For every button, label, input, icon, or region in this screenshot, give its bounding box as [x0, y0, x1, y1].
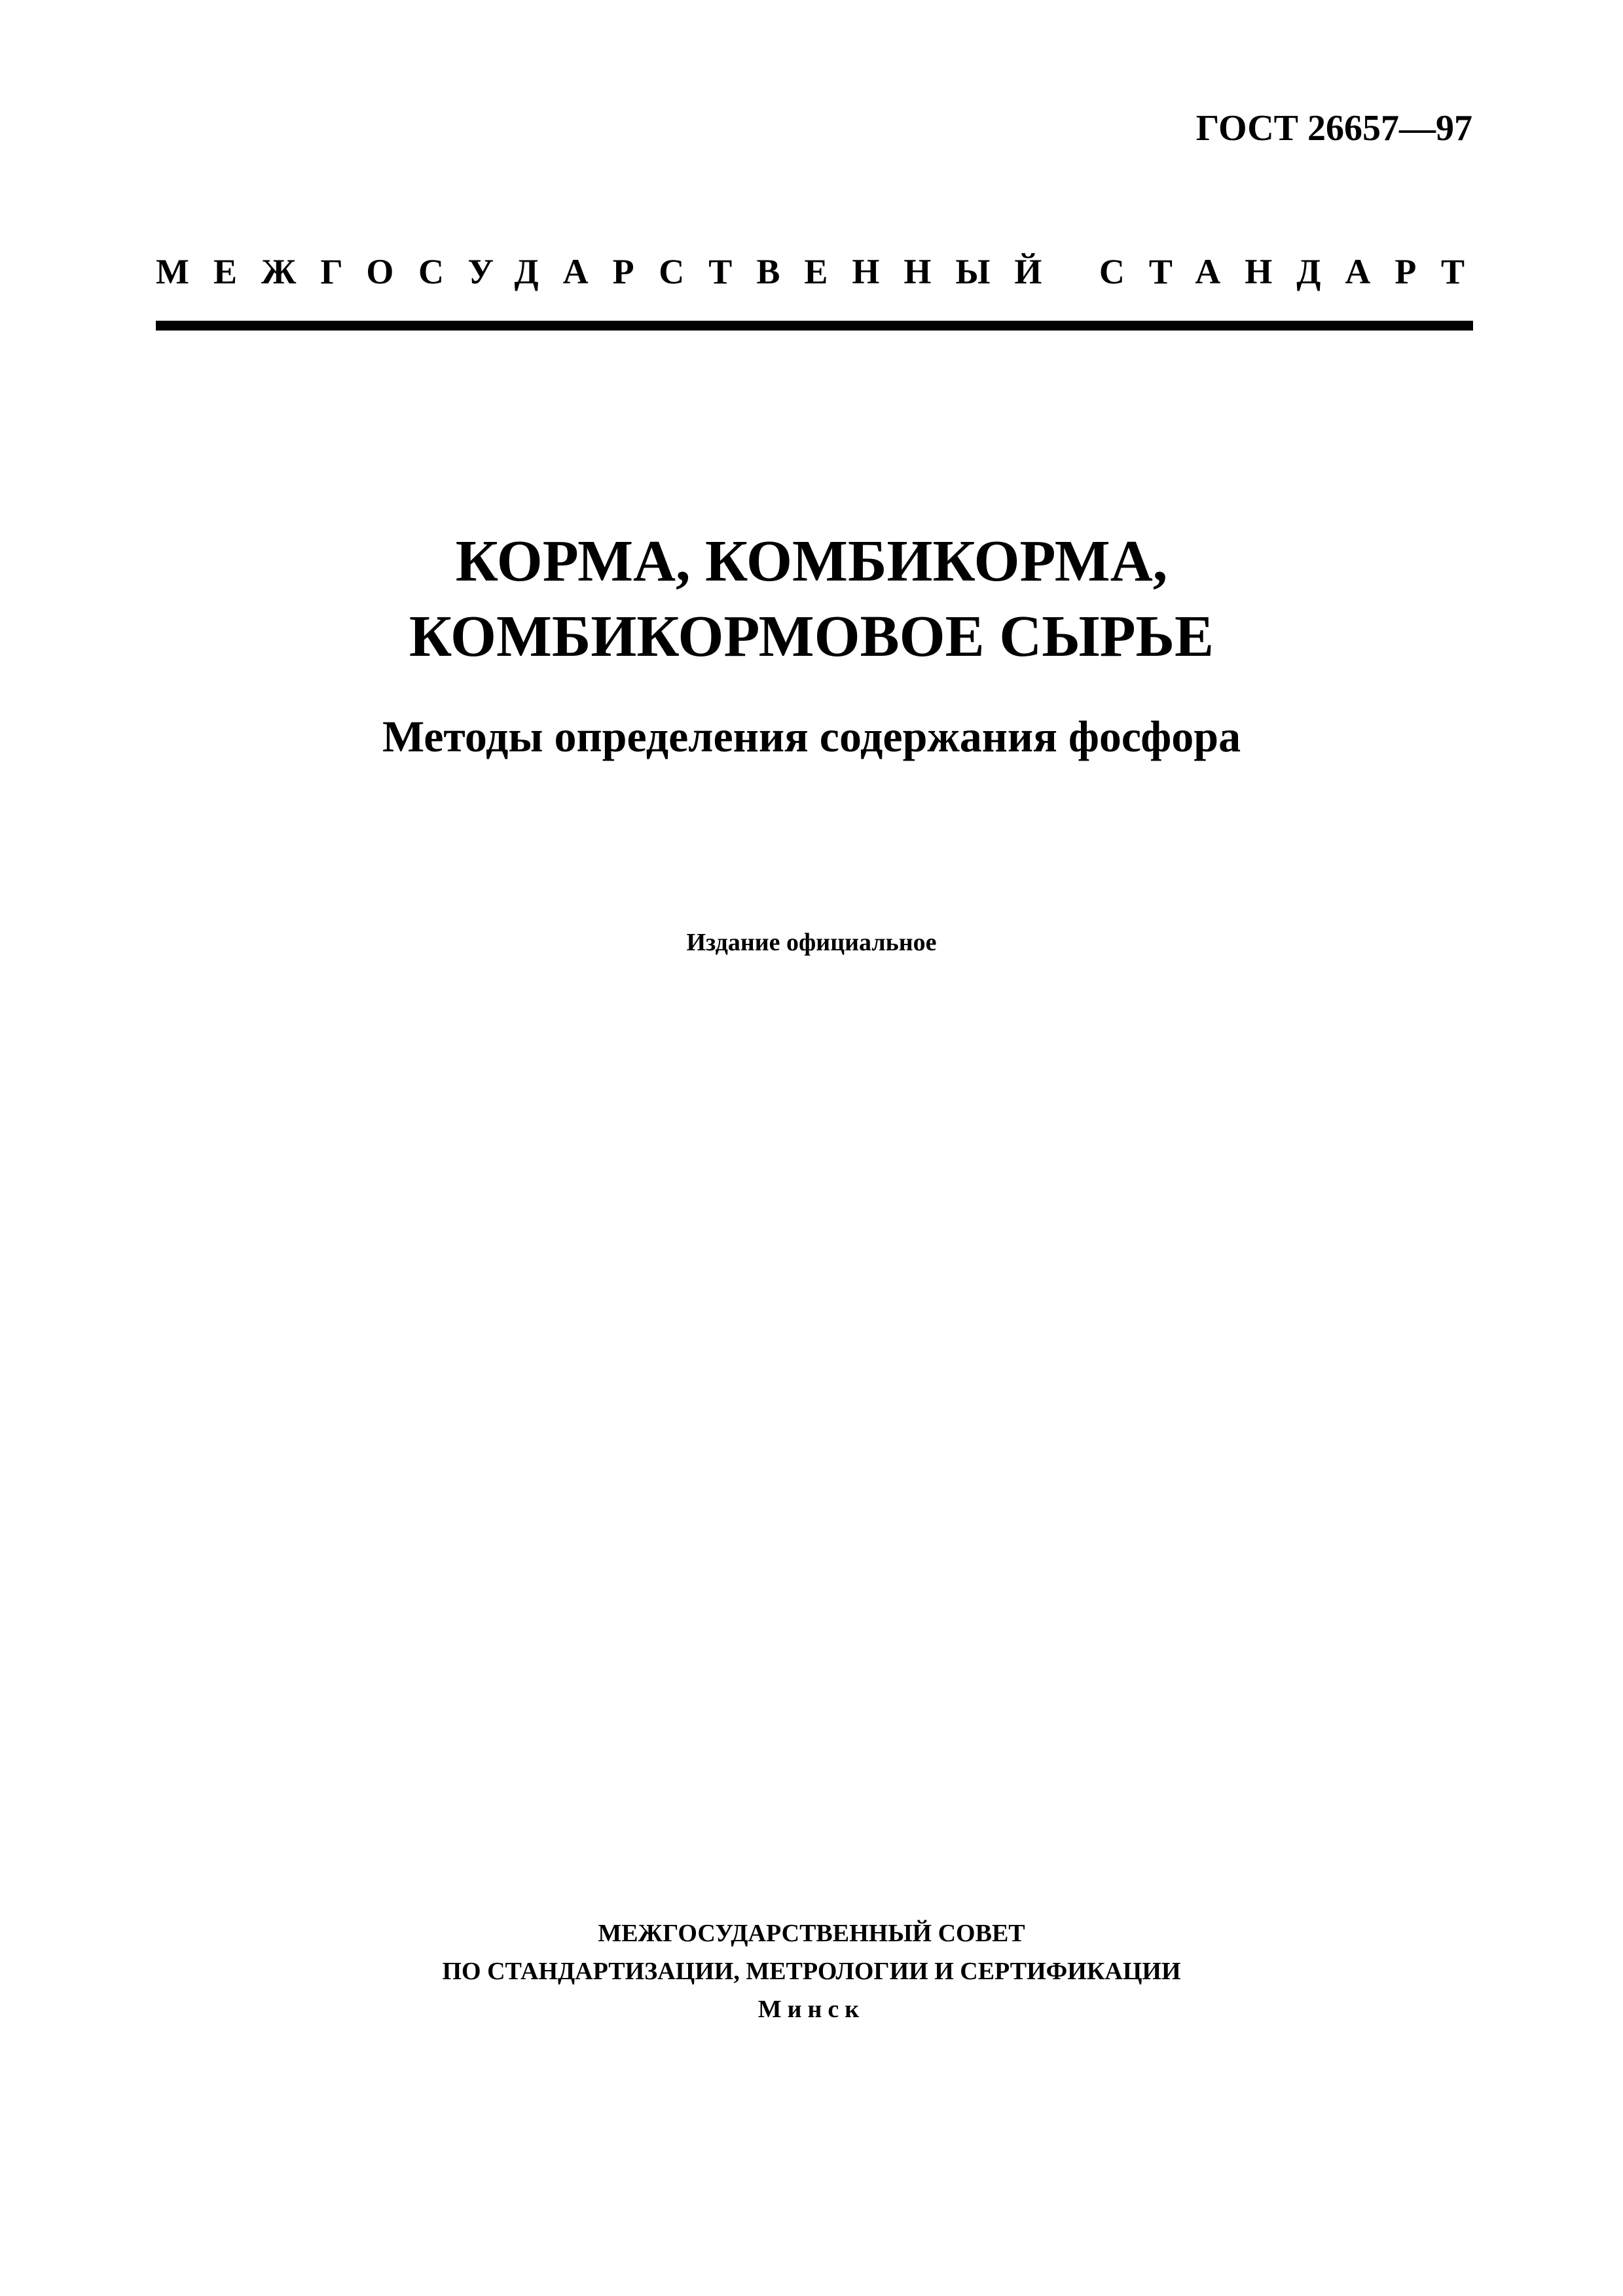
document-subtitle: Методы определения содержания фосфора [382, 711, 1241, 761]
document-number: ГОСТ 26657—97 [1195, 108, 1472, 149]
publisher-line: МЕЖГОСУДАРСТВЕННЫЙ СОВЕТ [598, 1920, 1025, 1947]
publisher-line: ПО СТАНДАРТИЗАЦИИ, МЕТРОЛОГИИ И СЕРТИФИКАЦИИ [442, 1958, 1181, 1985]
edition-label: Издание официальное [686, 929, 937, 956]
header-divider [156, 321, 1473, 331]
publisher-block [0, 1914, 1623, 2028]
standard-type-heading: МЕЖГОСУДАРСТВЕННЫЙ СТАНДАРТ [156, 252, 1489, 291]
title-line: КОРМА, КОМБИКОРМА, [455, 529, 1168, 594]
publisher-city: Минск [757, 1996, 866, 2023]
title-line: КОМБИКОРМОВОЕ СЫРЬЕ [409, 604, 1214, 669]
document-title [0, 524, 1623, 674]
